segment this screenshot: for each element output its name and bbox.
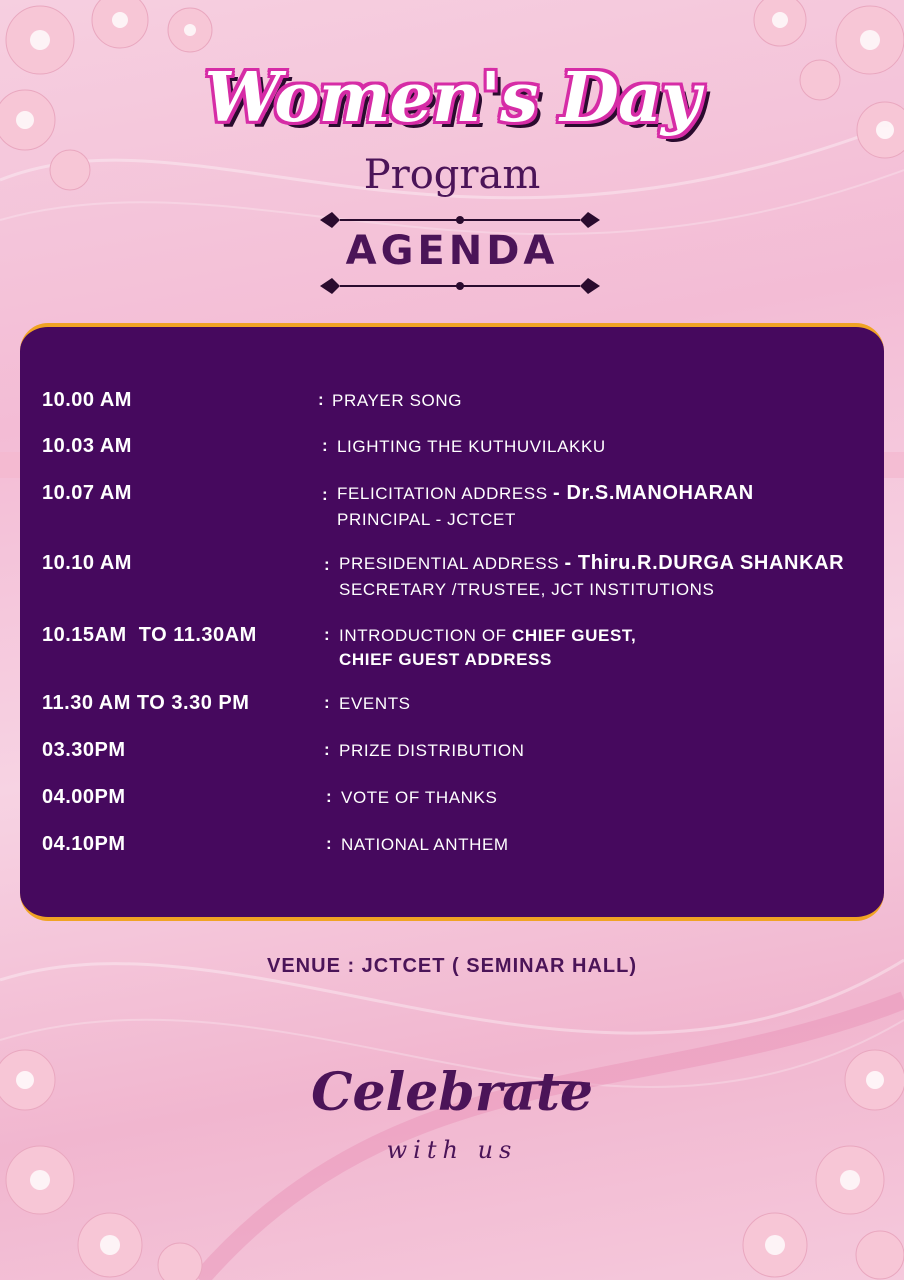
separator: : xyxy=(324,625,330,644)
agenda-panel xyxy=(20,323,884,921)
ornament-divider-bottom xyxy=(318,272,602,300)
agenda-time: 10.15AM TO 11.30AM xyxy=(42,624,257,646)
agenda-time: 04.10PM xyxy=(42,833,126,855)
separator: : xyxy=(326,834,332,853)
dash: - xyxy=(564,552,578,574)
agenda-event xyxy=(339,626,636,646)
agenda-event: EVENTS xyxy=(339,694,411,713)
agenda-time: 10.07 AM xyxy=(42,482,132,504)
celebrate-text: Celebrate xyxy=(311,1062,593,1123)
agenda-event: NATIONAL ANTHEM xyxy=(341,835,509,854)
agenda-time: 03.30PM xyxy=(42,739,126,761)
page-subtitle: Program xyxy=(363,152,541,198)
agenda-time: 10.03 AM xyxy=(42,435,132,457)
separator: : xyxy=(322,485,328,504)
agenda-event-title: FELICITATION ADDRESS xyxy=(337,484,548,503)
venue-text: VENUE : JCTCET ( SEMINAR HALL) xyxy=(267,955,637,977)
agenda-event-title: PRESIDENTIAL ADDRESS xyxy=(339,554,560,573)
agenda-event: LIGHTING THE KUTHUVILAKKU xyxy=(337,437,606,456)
agenda-event: PRIZE DISTRIBUTION xyxy=(339,741,525,760)
agenda-speaker: Thiru.R.DURGA SHANKAR xyxy=(577,552,845,574)
agenda-event xyxy=(337,482,754,505)
agenda-detail: CHIEF GUEST ADDRESS xyxy=(339,650,552,669)
agenda-time: 11.30 AM TO 3.30 PM xyxy=(42,692,250,714)
agenda-speaker: Dr.S.MANOHARAN xyxy=(566,482,754,504)
agenda-time: 10.10 AM xyxy=(42,552,132,574)
agenda-time: 04.00PM xyxy=(42,786,126,808)
agenda-event-title: INTRODUCTION OF xyxy=(339,626,507,645)
page-title: Women's Day xyxy=(204,58,700,138)
agenda-detail: SECRETARY /TRUSTEE, JCT INSTITUTIONS xyxy=(339,580,715,599)
agenda-time: 10.00 AM xyxy=(42,389,132,411)
agenda-event-emphasis: CHIEF GUEST, xyxy=(511,626,637,645)
with-us-text: with us xyxy=(386,1136,518,1164)
separator: : xyxy=(324,740,330,759)
separator: : xyxy=(318,390,324,409)
agenda-detail: PRINCIPAL - JCTCET xyxy=(337,510,516,529)
agenda-event xyxy=(339,552,844,575)
separator: : xyxy=(322,436,328,455)
separator: : xyxy=(324,555,330,574)
separator: : xyxy=(324,693,330,712)
agenda-heading: AGENDA xyxy=(345,228,559,274)
dash: - xyxy=(553,482,567,504)
separator: : xyxy=(326,787,332,806)
agenda-event: PRAYER SONG xyxy=(332,391,463,410)
agenda-event: VOTE OF THANKS xyxy=(341,788,498,807)
underline-stroke xyxy=(500,1080,590,1090)
